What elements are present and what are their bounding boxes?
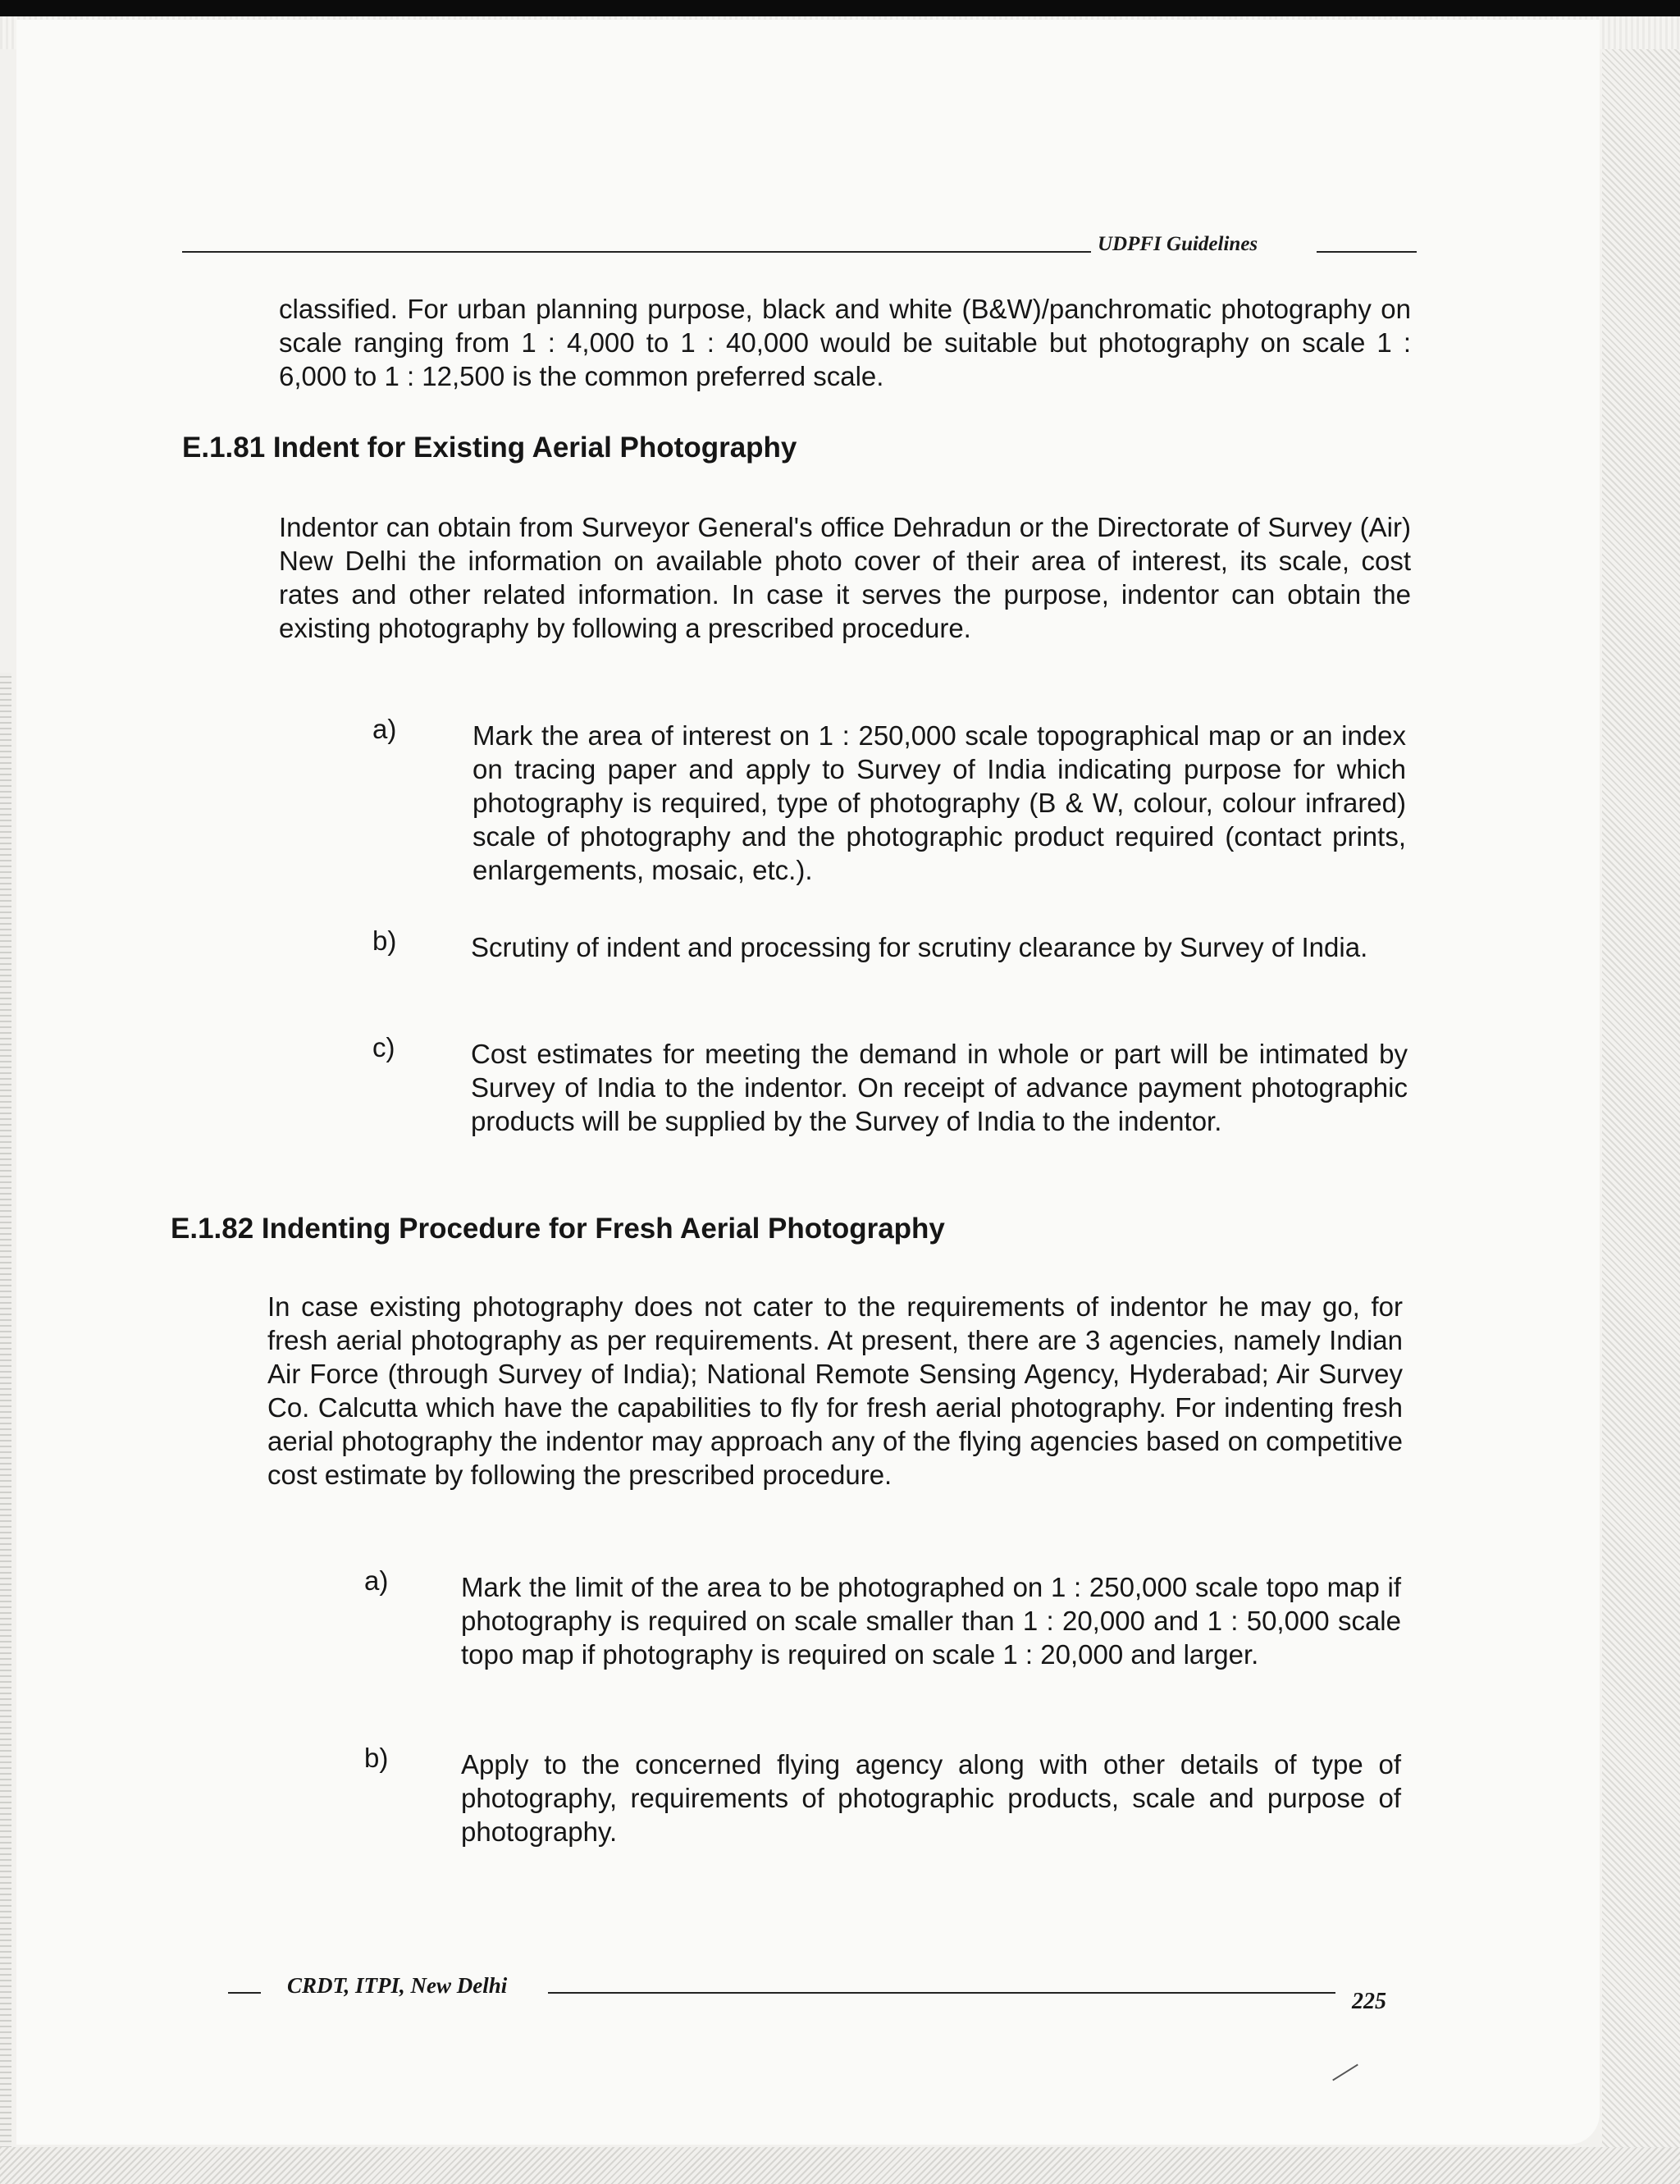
scan-edge-right bbox=[1602, 49, 1680, 2150]
scan-edge-left bbox=[0, 673, 11, 2182]
list-item-text: Mark the limit of the area to be photographed on 1 : 250,000 scale topo map if photography is required on scale smaller than 1 : 20,000 and 1 : 50,000 scale topo map if photography is required on scale 1 : 20,000 and larger. bbox=[461, 1572, 1401, 1670]
running-header-title: UDPFI Guidelines bbox=[1098, 233, 1258, 255]
list-item-text: Mark the area of interest on 1 : 250,000 scale topographical map or an index on tracing paper and apply to Survey of India indicating purpose for which photography is required, type of photography (B & W, colour, colour infrared) scale of photography and the photographic product required (contact prints, enlargements, mosaic, etc.). bbox=[472, 720, 1406, 885]
list-item-text: Cost estimates for meeting the demand in whole or part will be intimated by Survey of India to the indentor. On receipt of advance payment photographic products will be supplied by the Survey of India to the indentor. bbox=[471, 1039, 1408, 1136]
scan-edge-bottom bbox=[0, 2147, 1680, 2184]
list-item-marker: b) bbox=[372, 925, 397, 956]
page-number: 225 bbox=[1352, 1989, 1386, 2014]
section-paragraph-e181: Indentor can obtain from Surveyor General's office Dehradun or the Directorate of Survey (Air) New Delhi the information on available photo cover of their area of interest, its scale, cost rates and other related information. In case it serves the purpose, indentor can obtain the existing photography by following a prescribed procedure. bbox=[279, 512, 1411, 643]
list-item-text: Scrutiny of indent and processing for scrutiny clearance by Survey of India. bbox=[471, 932, 1368, 962]
section-heading-e182: E.1.82 Indenting Procedure for Fresh Aerial Photography bbox=[171, 1213, 945, 1245]
intro-paragraph: classified. For urban planning purpose, black and white (B&W)/panchromatic photography on scale ranging from 1 : 4,000 to 1 : 40,000 would be suitable but photography on scale 1 : 6,000 to 1 : 12,500 is the common preferred scale. bbox=[279, 294, 1411, 391]
footer-rule bbox=[548, 1992, 1335, 1994]
list-item-marker: c) bbox=[372, 1032, 395, 1062]
header-rule-tail bbox=[1317, 251, 1417, 253]
section-paragraph-e182: In case existing photography does not cater to the requirements of indentor he may go, for fresh aerial photography as per requirements. At present, there are 3 agencies, namely Indian Air Force (through Survey of India); National Remote Sensing Agency, Hyderabad; Air Survey Co. Calcutta which have the capabilities to fly for fresh aerial photography. For indenting fresh aerial photography the indentor may approach any of the flying agencies based on competitive cost estimate by following the prescribed procedure. bbox=[267, 1291, 1403, 1490]
scanner-top-band bbox=[0, 0, 1680, 16]
list-item-marker: a) bbox=[372, 714, 397, 744]
footer-rule-lead bbox=[228, 1992, 261, 1994]
header-rule bbox=[182, 251, 1091, 253]
list-item-marker: b) bbox=[364, 1743, 389, 1773]
list-item-text: Apply to the concerned flying agency along with other details of type of photography, requirements of photographic products, scale and purpose of photography. bbox=[461, 1749, 1401, 1847]
list-item-marker: a) bbox=[364, 1565, 389, 1596]
section-heading-e181: E.1.81 Indent for Existing Aerial Photography bbox=[182, 432, 797, 464]
footer-organization: CRDT, ITPI, New Delhi bbox=[287, 1973, 508, 1998]
